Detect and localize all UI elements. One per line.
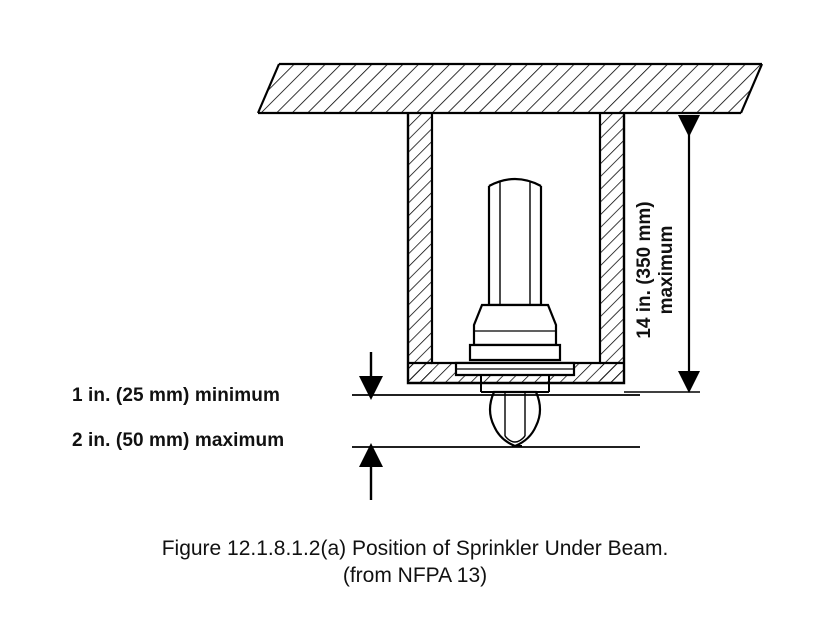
figure-caption [0, 535, 830, 589]
caption-line-2: (from NFPA 13) [342, 564, 488, 587]
sprinkler-deflector [456, 363, 574, 375]
ceiling-hatched [258, 64, 762, 113]
label-vertical-dimension [636, 155, 676, 385]
dimension-2in-max [352, 447, 640, 500]
label-minimum-clearance: 1 in. (25 mm) minimum [72, 385, 280, 406]
sprinkler-body [456, 179, 574, 446]
label-maximum-clearance: 2 in. (50 mm) maximum [72, 430, 285, 451]
label-vertical-line1: 14 in. (350 mm) [634, 201, 655, 339]
caption-line-1: Figure 12.1.8.1.2(a) Position of Sprinkler Under Beam. [161, 537, 669, 560]
label-vertical-line2: maximum [656, 225, 677, 315]
